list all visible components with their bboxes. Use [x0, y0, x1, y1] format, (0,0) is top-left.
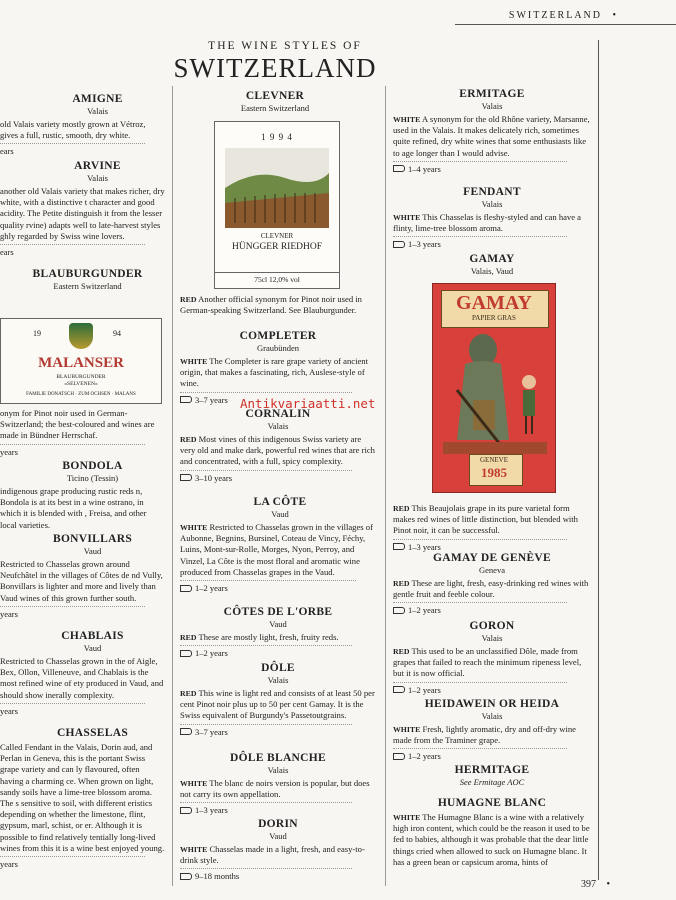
- label-volume: 75cl 12,0% vol: [215, 272, 339, 284]
- entry-region: Valais: [87, 106, 108, 116]
- label-vineyard: «SELVENEN»: [64, 381, 98, 387]
- entry-region: Vaud: [83, 546, 102, 556]
- divider: [0, 703, 145, 704]
- divider: [180, 470, 352, 471]
- bottle-icon: [393, 686, 405, 693]
- entry-age: ears: [0, 146, 14, 157]
- entry-text: old Valais variety mostly grown at Vétroz, gives a full, rustic, smooth, dry white.: [0, 119, 146, 141]
- divider: [0, 143, 145, 144]
- entry-region: Valais: [267, 765, 289, 775]
- entry-text: Most vines of this indigenous Swiss variety are very old and make dark, powerful red wines that are rich and concentrated, with a full, spicy complexity.: [180, 434, 375, 467]
- colour-tag: WHITE: [180, 357, 208, 366]
- entry-blauburgunder: [0, 268, 165, 291]
- entry-region: Graubünden: [256, 343, 299, 353]
- entry-bonvillars: [0, 533, 165, 619]
- entry-region: Eastern Switzerland: [53, 281, 122, 291]
- entry-arvine: [0, 160, 165, 257]
- colour-tag: WHITE: [393, 213, 421, 222]
- entry-text: Called Fendant in the Valais, Dorin aud, and Perlan in Geneva, this is the portant Swiss grape variety and can ly flavoured, often having a charming ce. When grown on light, sandy soils have a lime-tree blossom aroma. The s sensitive to soil, with different eristics depending on whether the limestone, flint, gypsum, marl, schist, or er. Although it is possible to find relatively tentially long-lived wines from this it is a wine best enjoyed young.: [0, 742, 165, 853]
- entry-fendant: [393, 186, 591, 249]
- entry-age: 1–3 years: [195, 805, 228, 816]
- entry-region: Valais: [481, 101, 503, 111]
- bottle-icon: [180, 728, 192, 735]
- bottle-icon: [393, 165, 405, 172]
- entry-age: years: [0, 446, 18, 457]
- entry-name: LA CÔTE: [253, 496, 307, 508]
- bottle-icon: [180, 873, 192, 880]
- colour-tag: WHITE: [393, 115, 421, 124]
- entry-dorin: [180, 818, 376, 881]
- running-head-bullet: •: [612, 10, 616, 21]
- running-head: SWITZERLAND: [508, 10, 602, 21]
- entry-age: 1–2 years: [195, 648, 228, 659]
- entry-heidawein: [393, 698, 591, 761]
- entry-text: This Chasselas is fleshy-styled and can have a flinty, lime-tree blossom aroma.: [393, 212, 582, 234]
- label-maker: FAMILIE DONATSCH · ZUM OCHSEN · MALANS: [26, 392, 136, 397]
- entry-age: 1–2 years: [408, 684, 441, 695]
- entry-name: BLAUBURGUNDER: [32, 268, 143, 280]
- entry-name: CHASSELAS: [56, 727, 129, 739]
- entry-region: Ticino (Tessin): [66, 473, 119, 483]
- entry-region: Eastern Switzerland: [240, 103, 310, 113]
- entry-name: ERMITAGE: [459, 88, 525, 100]
- bottle-icon: [180, 396, 192, 403]
- entry-name: HUMAGNE BLANC: [437, 797, 547, 809]
- entry-name: CÔTES DE L'ORBE: [223, 606, 333, 618]
- bottle-icon: [180, 474, 192, 481]
- label-vintage: 1 9 9 4: [261, 132, 293, 142]
- entry-age: 1–3 years: [408, 239, 441, 250]
- entry-hermitage: [393, 764, 591, 787]
- coat-of-arms-icon: [69, 323, 93, 349]
- entry-region: Vaud: [269, 619, 287, 629]
- divider: [0, 444, 145, 445]
- entry-chasselas: [0, 727, 165, 869]
- entry-age: years: [0, 608, 18, 619]
- entry-humagne-blanc: [393, 797, 591, 868]
- entry-text: A synonym for the old Rhône variety, Marsanne, used in the Valais. It makes delicately rich, sometimes quite refined, dry white wines that some enthusiasts like to age longer than I would advise.: [393, 114, 590, 158]
- divider: [180, 392, 352, 393]
- colour-tag: RED: [180, 435, 197, 444]
- entry-name: CORNALIN: [245, 408, 311, 420]
- divider: [180, 645, 352, 646]
- entry-text: The Humagne Blanc is a wine with a relatively high iron content, which could be the reason it used to be fed to babies, although it was probable that the dear little things cried when allowed to suck on Humagne blanc. It has a green bean or capsicum aroma, hints of: [393, 812, 590, 867]
- divider: [180, 868, 352, 869]
- poster-year: 1985: [481, 465, 507, 480]
- entry-text: The Completer is rare grape variety of ancient origin, that makes a fascinating, rich, Auslese-style of wine.: [180, 356, 368, 389]
- entry-gamay-de-geneve: [393, 552, 591, 615]
- entry-age: 1–2 years: [195, 583, 228, 594]
- entry-dole-blanche: [180, 752, 376, 815]
- gamay-poster-illustration: [432, 283, 556, 493]
- colour-tag: RED: [393, 504, 410, 513]
- page-subtitle: THE WINE STYLES OF: [208, 40, 362, 52]
- entry-age: years: [0, 705, 18, 716]
- entry-name: DÔLE: [261, 662, 295, 674]
- entry-age: 1–2 years: [408, 751, 441, 762]
- entry-name: GAMAY: [469, 253, 515, 265]
- vineyard-illustration-icon: [225, 148, 329, 228]
- column-rule-left: [172, 86, 173, 886]
- entry-name: HEIDAWEIN OR HEIDA: [424, 698, 560, 710]
- page-number-bullet: •: [606, 879, 610, 890]
- colour-tag: WHITE: [393, 725, 421, 734]
- entry-gamay-text: [393, 500, 591, 552]
- entry-cotes-de-lorbe: [180, 606, 376, 658]
- entry-age: 1–3 years: [408, 541, 441, 552]
- entry-region: Valais: [267, 421, 289, 431]
- entry-gamay: [393, 253, 591, 276]
- colour-tag: WHITE: [180, 845, 208, 854]
- divider: [393, 748, 567, 749]
- entry-text: Restricted to Chasselas grown around Neufchâtel in the villages of Côtes de nd Vully, Bonvillars is lighter and more and lively than Vaud wines of this grown further south.: [0, 559, 163, 603]
- label-variety: BLAUBURGUNDER: [56, 374, 106, 380]
- entry-name: DORIN: [258, 818, 298, 830]
- entry-clevner: [180, 90, 370, 113]
- label-year-right: 94: [113, 329, 121, 338]
- entry-text: another old Valais variety that makes richer, dry white, with a distinctive t character and good acidity. The Petite distinguish it from the lesser quality rvine) adapts well to late-harvest styles ghly regarded by Swiss wine lovers.: [0, 186, 165, 241]
- colour-tag: RED: [393, 647, 410, 656]
- divider: [393, 682, 567, 683]
- entry-age: 1–2 years: [408, 605, 441, 616]
- entry-region: Valais: [267, 675, 289, 685]
- entry-text: Restricted to Chasselas grown in the villages of Aubonne, Begnins, Bursinel, Coteau de Vincy, Féchy, Luins, Mont-sur-Rolle, Morges, Nyon, Perroy, and Vinzel, La Côte is the most floral and aromatic wine produced from Chasselas grapes in the Vaud.: [180, 522, 373, 577]
- poster-place: GENEVE: [480, 456, 508, 464]
- divider: [393, 602, 567, 603]
- entry-text: Fresh, lightly aromatic, dry and off-dry wine made from the Traminer grape.: [393, 724, 576, 746]
- entry-name: GORON: [469, 620, 515, 632]
- entry-name: CHABLAIS: [61, 630, 124, 642]
- entry-region: Vaud: [83, 643, 102, 653]
- malanser-wine-label: [0, 318, 162, 404]
- entry-text: onym for Pinot noir used in German- Switzerland; the best-coloured and wines are made in Bündner Herrschaf.: [0, 408, 155, 441]
- entry-name: FENDANT: [463, 186, 521, 198]
- watermark: Antikvariaatti.net: [240, 396, 376, 411]
- bottle-icon: [393, 241, 405, 248]
- entry-name: AMIGNE: [72, 93, 123, 105]
- entry-age: 3–10 years: [195, 472, 233, 483]
- colour-tag: RED: [393, 579, 410, 588]
- entry-amigne: [0, 93, 165, 156]
- entry-text: These are light, fresh, easy-drinking red wines with gentle fruit and feeble colour.: [393, 578, 589, 600]
- bottle-icon: [393, 543, 405, 550]
- entry-text: Another official synonym for Pinot noir used in German-speaking Switzerland. See Blauburgunder.: [180, 294, 362, 316]
- entry-text: Chasselas made in a light, fresh, and easy-to-drink style.: [180, 844, 365, 866]
- monk-figure-icon: [443, 330, 547, 454]
- entry-text: Restricted to Chasselas grown in the of Aigle, Bex, Ollon, Villeneuve, and Chablais is the most refined wine of ety produced in Vaud, and should show inerally complexity.: [0, 656, 164, 700]
- poster-subtitle: PAPIER GRAS: [472, 314, 516, 322]
- entry-cornalin: [180, 408, 376, 483]
- entry-age: 9–18 months: [195, 871, 240, 882]
- bottle-icon: [180, 807, 192, 814]
- divider: [0, 856, 145, 857]
- entry-region: Valais: [481, 711, 503, 721]
- label-year-left: 19: [33, 329, 41, 338]
- entry-text: These are mostly light, fresh, fruity reds.: [198, 632, 339, 642]
- entry-name: COMPLETER: [239, 330, 317, 342]
- bottle-icon: [180, 585, 192, 592]
- riedhof-wine-label: [214, 121, 340, 289]
- entry-age: 3–7 years: [195, 726, 228, 737]
- entry-region: Valais: [481, 633, 503, 643]
- entry-region: Geneva: [479, 565, 505, 575]
- entry-clevner-text: [180, 291, 370, 316]
- divider: [393, 161, 567, 162]
- bottle-icon: [180, 650, 192, 657]
- divider: [180, 724, 352, 725]
- entry-age: years: [0, 859, 18, 870]
- entry-age: ears: [0, 247, 14, 258]
- entry-text: The blanc de noirs version is popular, but does not carry its own appellation.: [180, 778, 370, 800]
- entry-age: 3–7 years: [195, 394, 228, 405]
- page-number: 397: [581, 879, 596, 890]
- divider: [0, 606, 145, 607]
- poster-title: GAMAY: [456, 292, 532, 314]
- header-rule: [455, 24, 676, 25]
- entry-chablais: [0, 630, 165, 716]
- divider: [180, 580, 356, 581]
- entry-region: Vaud: [269, 831, 287, 841]
- entry-goron: [393, 620, 591, 695]
- entry-age: 1–4 years: [408, 163, 441, 174]
- bottle-icon: [393, 753, 405, 760]
- colour-tag: RED: [180, 689, 197, 698]
- margin-rule: [598, 40, 599, 880]
- colour-tag: WHITE: [393, 813, 421, 822]
- divider: [0, 244, 145, 245]
- entry-name: ARVINE: [74, 160, 121, 172]
- entry-text: This Beaujolais grape in its pure varietal form makes red wines of little distinction, but blended with Pinot noir, it can be successful.: [393, 503, 578, 536]
- divider: [393, 236, 567, 237]
- bottle-icon: [393, 607, 405, 614]
- entry-name: BONDOLA: [62, 460, 123, 472]
- entry-dole: [180, 662, 376, 737]
- colour-tag: WHITE: [180, 523, 208, 532]
- entry-region: Vaud: [271, 509, 289, 519]
- entry-cross-reference: See Ermitage AOC: [459, 777, 525, 787]
- entry-name: DÔLE BLANCHE: [230, 752, 326, 764]
- page-title: SWITZERLAND: [173, 53, 377, 83]
- entry-region: Valais: [87, 173, 108, 183]
- entry-text: indigenous grape producing rustic reds n, Bondola is at its best in a wine ostrano, in which it is blended with , Freisa, and other local varieties.: [0, 486, 147, 530]
- colour-tag: RED: [180, 633, 197, 642]
- entry-la-cote: [180, 496, 380, 593]
- column-rule-right: [385, 86, 386, 886]
- entry-region: Valais, Vaud: [470, 266, 514, 276]
- entry-name: GAMAY DE GENÈVE: [432, 552, 552, 564]
- entry-name: BONVILLARS: [52, 533, 133, 545]
- entry-text: This used to be an unclassified Dôle, made from grapes that failed to reach the minimum ripeness level, but it is now official.: [393, 646, 582, 679]
- entry-text: This wine is light red and consists of at least 50 per cent Pinot noir plus up to 50 per cent Gamay. It is the Swiss equivalent of Burgundy's Passetoutgrains.: [180, 688, 375, 721]
- entry-name: CLEVNER: [245, 90, 305, 102]
- colour-tag: RED: [180, 295, 197, 304]
- entry-ermitage: [393, 88, 591, 174]
- colour-tag: WHITE: [180, 779, 208, 788]
- divider: [180, 802, 352, 803]
- entry-bondola: [0, 460, 165, 531]
- label-line2: HÜNGGER RIEDHOF: [232, 242, 322, 252]
- entry-completer: [180, 330, 376, 405]
- label-brand: MALANSER: [38, 355, 124, 371]
- entry-blauburgunder-text: [0, 405, 165, 457]
- entry-name: HERMITAGE: [454, 764, 530, 776]
- label-line1: CLEVNER: [260, 232, 294, 240]
- divider: [393, 539, 567, 540]
- entry-region: Valais: [481, 199, 503, 209]
